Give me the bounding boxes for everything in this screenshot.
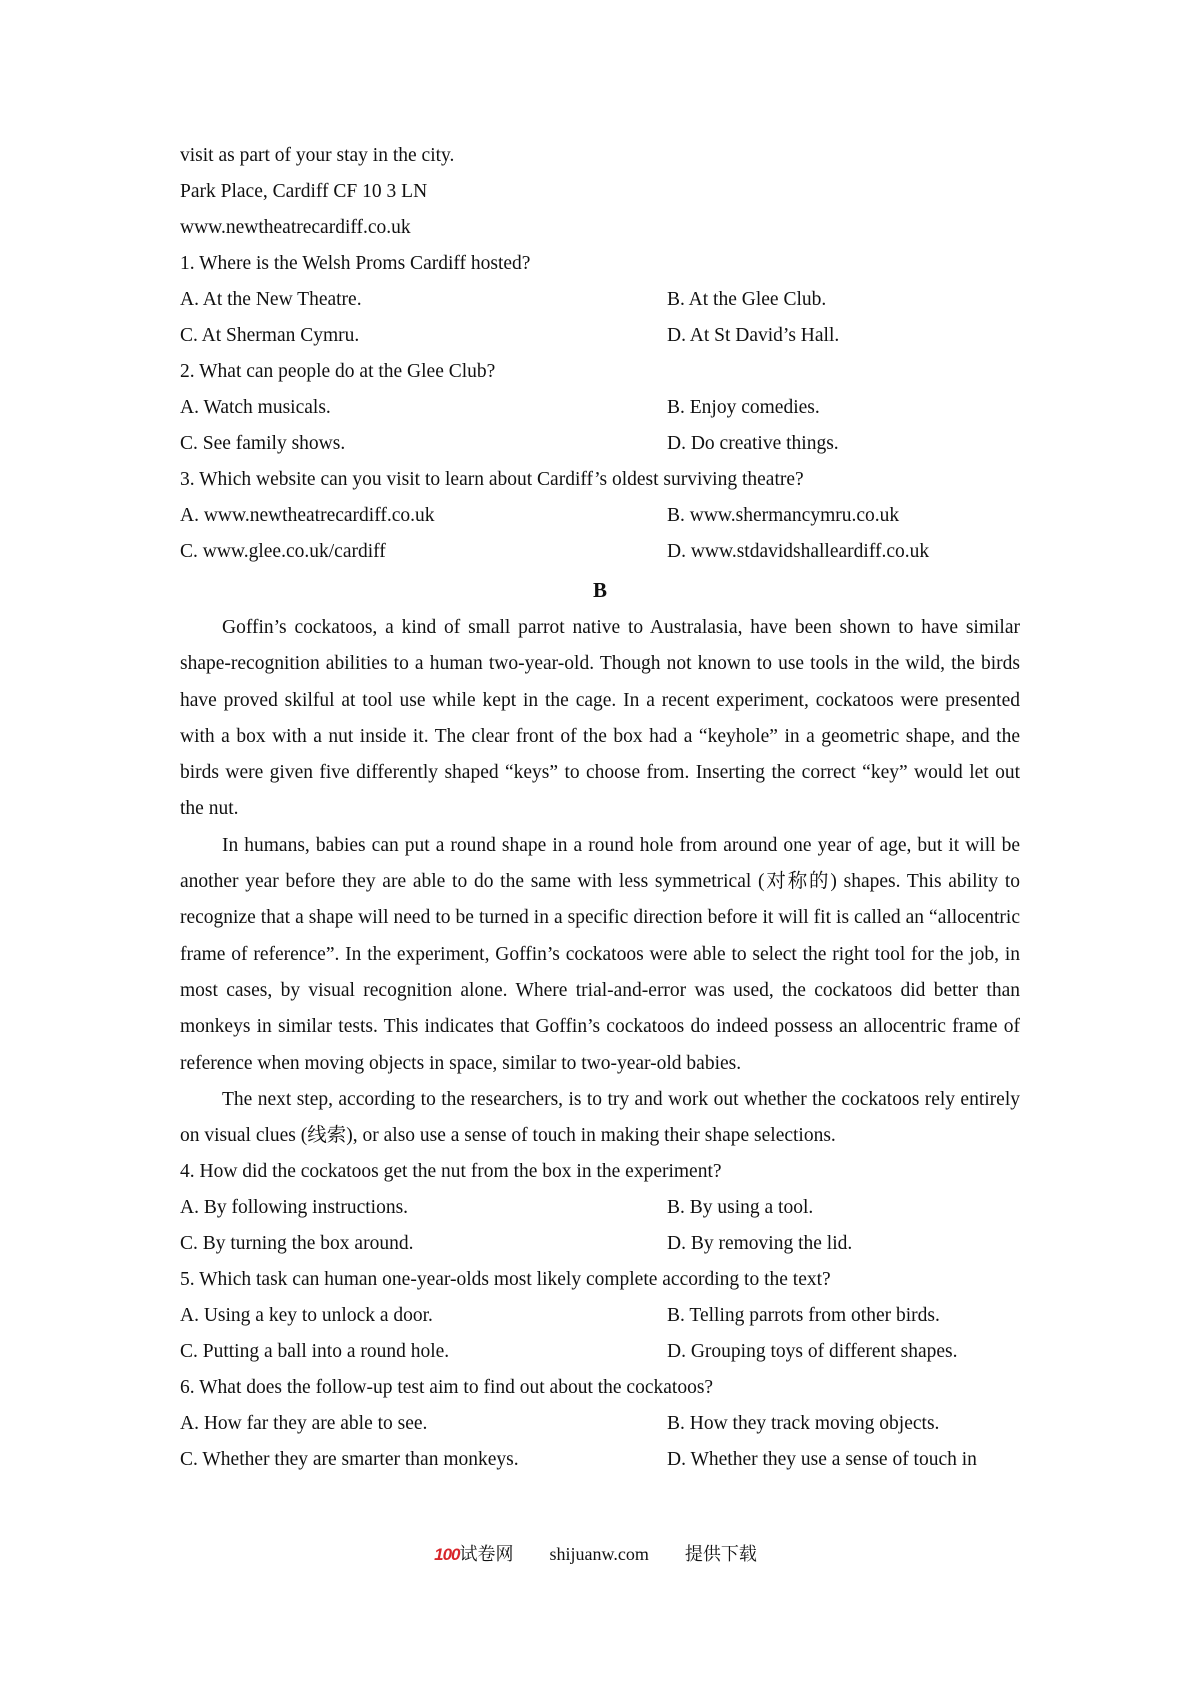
option-a: A. At the New Theatre. (180, 289, 362, 310)
option-row (180, 282, 1020, 318)
option-row (180, 1190, 1020, 1226)
site-logo-number: 100 (434, 1545, 460, 1564)
option-c: C. Whether they are smarter than monkeys. (180, 1449, 519, 1471)
option-b: B. Enjoy comedies. (667, 397, 820, 418)
question-stem: 5. Which task can human one-year-olds most likely complete according to the text? (180, 1269, 831, 1291)
option-d: D. www.stdavidshalleardiff.co.uk (667, 541, 930, 562)
option-b: B. Telling parrots from other birds. (667, 1305, 940, 1327)
option-row (180, 1226, 1020, 1262)
option-row (180, 1406, 1020, 1442)
option-c: C. At Sherman Cymru. (180, 325, 360, 346)
option-c: C. See family shows. (180, 433, 346, 454)
section-title: B (592, 578, 607, 602)
option-d: D. Do creative things. (667, 433, 839, 454)
option-d: D. Whether they use a sense of touch in (667, 1449, 977, 1471)
exam-page (180, 138, 1020, 1478)
option-row (180, 498, 1020, 534)
option-a: A. Watch musicals. (180, 397, 331, 418)
download-note: 提供下载 (684, 1544, 757, 1564)
passage-paragraph: In humans, babies can put a round shape in a round hole from around one year of age, but it will be another year before they are able to do the same with less symmetrical (对称的) shapes. This ability to recognize that a shape will need to be turned in a specific direction before it will fit is called an “allocentric frame of reference”. In the experiment, Goffin’s cockatoos were able to select the right tool for the job, in most cases, by visual recognition alone. Where trial-and-error was used, the cockatoos did better than monkeys in similar tests. This indicates that Goffin’s cockatoos do indeed possess an allocentric frame of reference when moving objects in space, similar to two-year-old babies. (180, 834, 1020, 1074)
option-row (180, 390, 1020, 426)
site-logo-text: 试卷网 (459, 1544, 514, 1564)
venue-address: Park Place, Cardiff CF 10 3 LN (180, 181, 428, 202)
passage-paragraph: The next step, according to the researchers, is to try and work out whether the cockatoos rely entirely on visual clues (线索), or also use a sense of touch in making their shape selections. (180, 1088, 1020, 1147)
passage-paragraph: Goffin’s cockatoos, a kind of small parrot native to Australasia, have been shown to have similar shape-recognition abilities to a human two-year-old. Though not known to use tools in the wild, the birds have proved skilful at tool use while kept in the cage. In a recent experiment, cockatoos were presented with a box with a nut inside it. The clear front of the box had a “keyhole” in a geometric shape, and the birds were given five differently shaped “keys” to choose from. Inserting the correct “key” would let out the nut. (180, 617, 1020, 820)
option-d: D. Grouping toys of different shapes. (667, 1341, 958, 1363)
option-d: D. At St David’s Hall. (667, 325, 840, 346)
question-stem: 2. What can people do at the Glee Club? (180, 361, 496, 382)
option-a: A. www.newtheatrecardiff.co.uk (180, 505, 435, 526)
option-row (180, 1442, 1020, 1478)
question-stem: 6. What does the follow-up test aim to find out about the cockatoos? (180, 1377, 714, 1399)
option-a: A. By following instructions. (180, 1197, 409, 1219)
question-stem: 4. How did the cockatoos get the nut from the box in the experiment? (180, 1161, 722, 1183)
option-a: A. How far they are able to see. (180, 1413, 428, 1435)
site-domain: shijuanw.com (549, 1544, 649, 1564)
option-b: B. At the Glee Club. (667, 289, 827, 310)
option-row (180, 318, 1020, 354)
option-row (180, 1334, 1020, 1370)
option-row (180, 426, 1020, 462)
passage-a-tail-line: visit as part of your stay in the city. (180, 145, 455, 166)
question-stem: 3. Which website can you visit to learn about Cardiff’s oldest surviving theatre? (180, 469, 804, 490)
question-stem: 1. Where is the Welsh Proms Cardiff hosted? (180, 253, 531, 274)
option-c: C. By turning the box around. (180, 1233, 414, 1255)
option-a: A. Using a key to unlock a door. (180, 1305, 433, 1327)
option-b: B. www.shermancymru.co.uk (667, 505, 900, 526)
option-b: B. How they track moving objects. (667, 1413, 940, 1435)
venue-website: www.newtheatrecardiff.co.uk (180, 217, 411, 238)
option-b: B. By using a tool. (667, 1197, 814, 1219)
option-row (180, 1298, 1020, 1334)
option-c: C. www.glee.co.uk/cardiff (180, 541, 386, 562)
option-c: C. Putting a ball into a round hole. (180, 1341, 450, 1363)
option-row (180, 534, 1020, 570)
page-footer (0, 1541, 1191, 1568)
option-d: D. By removing the lid. (667, 1233, 853, 1255)
